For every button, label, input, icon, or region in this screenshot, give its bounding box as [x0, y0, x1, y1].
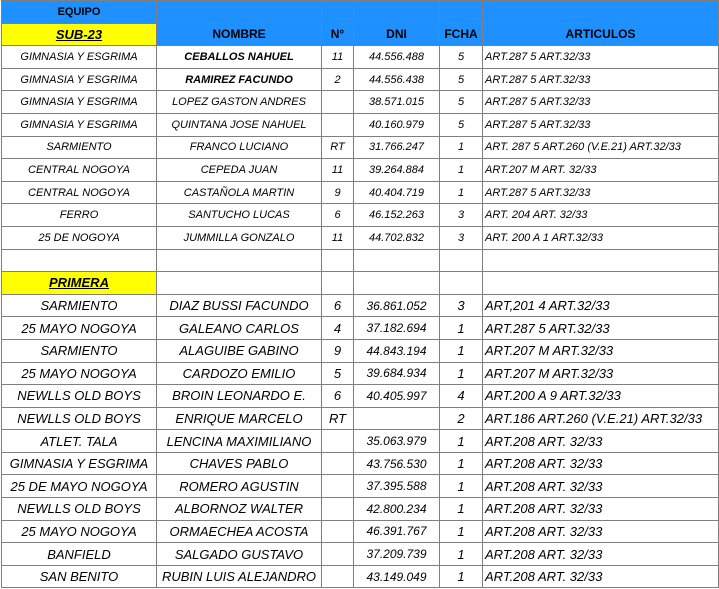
cell-fecha: 1 [440, 543, 483, 566]
cell-numero: 9 [322, 181, 354, 204]
cell-dni: 39.264.884 [354, 159, 440, 182]
cell-fecha: 1 [440, 159, 483, 182]
table-row [2, 520, 719, 543]
cell-nombre: RUBIN LUIS ALEJANDRO [157, 565, 322, 588]
cell-equipo: 25 DE NOGOYA [2, 226, 157, 249]
cell-fecha: 1 [440, 136, 483, 159]
cell-numero: RT [322, 407, 354, 430]
cell-dni: 43.756.530 [354, 452, 440, 475]
cell-dni: 44.556.488 [354, 46, 440, 69]
table-row [2, 113, 719, 136]
cell-equipo: GIMNASIA Y ESGRIMA [2, 452, 157, 475]
cell-numero: 6 [322, 204, 354, 227]
cell-nombre: GALEANO CARLOS [157, 317, 322, 340]
cell-equipo: NEWLLS OLD BOYS [2, 385, 157, 408]
cell-fecha: 1 [440, 498, 483, 521]
col-header-nombre: NOMBRE [157, 23, 322, 46]
cell-nombre: QUINTANA JOSE NAHUEL [157, 113, 322, 136]
cell-numero [322, 498, 354, 521]
table-row [2, 181, 719, 204]
cell-fecha: 1 [440, 565, 483, 588]
table-row [2, 46, 719, 69]
table-row [2, 543, 719, 566]
cell-fecha: 2 [440, 407, 483, 430]
cell-articulos: ART. 204 ART. 32/33 [483, 204, 719, 227]
cell-equipo: CENTRAL NOGOYA [2, 159, 157, 182]
cell-nombre: CARDOZO EMILIO [157, 362, 322, 385]
cell-equipo: SARMIENTO [2, 136, 157, 159]
cell-nombre: JUMMILLA GONZALO [157, 226, 322, 249]
cell-dni: 44.556.438 [354, 68, 440, 91]
cell-nombre: ENRIQUE MARCELO [157, 407, 322, 430]
table-row [2, 317, 719, 340]
cell-articulos: ART.287 5 ART.32/33 [483, 68, 719, 91]
cell-numero: 6 [322, 385, 354, 408]
cell-dni: 40.405.997 [354, 385, 440, 408]
section-primera-label: PRIMERA [2, 272, 157, 295]
cell-numero [322, 565, 354, 588]
cell-fecha: 3 [440, 204, 483, 227]
cell-numero: 11 [322, 159, 354, 182]
cell-articulos: ART.186 ART.260 (V.E.21) ART.32/33 [483, 407, 719, 430]
cell-articulos: ART.287 5 ART.32/33 [483, 181, 719, 204]
cell-dni: 31.766.247 [354, 136, 440, 159]
table-row [2, 385, 719, 408]
cell-articulos: ART. 200 A 1 ART.32/33 [483, 226, 719, 249]
cell-nombre: ALBORNOZ WALTER [157, 498, 322, 521]
col-header-numero: N° [322, 23, 354, 46]
cell-articulos: ART.287 5 ART.32/33 [483, 317, 719, 340]
col-header-fecha: FCHA [440, 23, 483, 46]
table-row [2, 430, 719, 453]
cell-dni: 39.684.934 [354, 362, 440, 385]
cell-nombre: CEBALLOS NAHUEL [157, 46, 322, 69]
table-row [2, 565, 719, 588]
cell-articulos: ART.200 A 9 ART.32/33 [483, 385, 719, 408]
cell-fecha: 1 [440, 339, 483, 362]
cell-equipo: SARMIENTO [2, 339, 157, 362]
cell-numero [322, 520, 354, 543]
cell-nombre: RAMIREZ FACUNDO [157, 68, 322, 91]
equipo-header-row [2, 1, 719, 24]
cell-fecha: 1 [440, 181, 483, 204]
cell-nombre: ALAGUIBE GABINO [157, 339, 322, 362]
cell-equipo: 25 MAYO NOGOYA [2, 317, 157, 340]
blank-row [2, 249, 719, 272]
cell-numero: 4 [322, 317, 354, 340]
cell-fecha: 4 [440, 385, 483, 408]
cell-nombre: CEPEDA JUAN [157, 159, 322, 182]
cell-nombre: BROIN LEONARDO E. [157, 385, 322, 408]
cell-equipo: CENTRAL NOGOYA [2, 181, 157, 204]
cell-equipo: GIMNASIA Y ESGRIMA [2, 91, 157, 114]
cell-numero: 2 [322, 68, 354, 91]
cell-nombre: CASTAÑOLA MARTIN [157, 181, 322, 204]
cell-nombre: FRANCO LUCIANO [157, 136, 322, 159]
cell-articulos: ART.287 5 ART.32/33 [483, 46, 719, 69]
table-row [2, 68, 719, 91]
cell-nombre: SANTUCHO LUCAS [157, 204, 322, 227]
cell-nombre: LENCINA MAXIMILIANO [157, 430, 322, 453]
cell-numero [322, 452, 354, 475]
sanctions-table [1, 0, 719, 588]
cell-fecha: 1 [440, 475, 483, 498]
cell-equipo: GIMNASIA Y ESGRIMA [2, 46, 157, 69]
cell-dni: 37.209.739 [354, 543, 440, 566]
cell-articulos: ART.208 ART. 32/33 [483, 520, 719, 543]
cell-dni: 42.800.234 [354, 498, 440, 521]
cell-dni: 37.395.588 [354, 475, 440, 498]
cell-fecha: 5 [440, 68, 483, 91]
cell-numero: 11 [322, 46, 354, 69]
cell-fecha: 1 [440, 317, 483, 340]
cell-articulos: ART.208 ART. 32/33 [483, 565, 719, 588]
cell-equipo: ATLET. TALA [2, 430, 157, 453]
cell-dni: 37.182.694 [354, 317, 440, 340]
cell-articulos: ART.207 M ART.32/33 [483, 339, 719, 362]
cell-numero: 5 [322, 362, 354, 385]
cell-dni: 38.571.015 [354, 91, 440, 114]
cell-fecha: 1 [440, 430, 483, 453]
cell-articulos: ART.208 ART. 32/33 [483, 498, 719, 521]
cell-dni: 40.160.979 [354, 113, 440, 136]
table-row [2, 339, 719, 362]
cell-numero [322, 91, 354, 114]
cell-articulos: ART.208 ART. 32/33 [483, 543, 719, 566]
cell-nombre: LOPEZ GASTON ANDRES [157, 91, 322, 114]
table-row [2, 204, 719, 227]
cell-equipo: GIMNASIA Y ESGRIMA [2, 113, 157, 136]
cell-nombre: SALGADO GUSTAVO [157, 543, 322, 566]
cell-articulos: ART. 287 5 ART.260 (V.E.21) ART.32/33 [483, 136, 719, 159]
cell-equipo: GIMNASIA Y ESGRIMA [2, 68, 157, 91]
table-row [2, 91, 719, 114]
cell-nombre: ORMAECHEA ACOSTA [157, 520, 322, 543]
cell-fecha: 1 [440, 452, 483, 475]
cell-numero [322, 475, 354, 498]
cell-equipo: SAN BENITO [2, 565, 157, 588]
cell-dni: 46.152.263 [354, 204, 440, 227]
cell-dni: 36.861.052 [354, 294, 440, 317]
cell-nombre: CHAVES PABLO [157, 452, 322, 475]
cell-equipo: NEWLLS OLD BOYS [2, 407, 157, 430]
cell-fecha: 3 [440, 226, 483, 249]
cell-fecha: 3 [440, 294, 483, 317]
cell-dni: 35.063.979 [354, 430, 440, 453]
cell-equipo: BANFIELD [2, 543, 157, 566]
cell-dni: 43.149.049 [354, 565, 440, 588]
cell-articulos: ART.287 5 ART.32/33 [483, 91, 719, 114]
cell-dni: 44.843.194 [354, 339, 440, 362]
cell-numero: 11 [322, 226, 354, 249]
table-row [2, 159, 719, 182]
table-row [2, 452, 719, 475]
cell-numero [322, 430, 354, 453]
cell-equipo: SARMIENTO [2, 294, 157, 317]
cell-fecha: 5 [440, 113, 483, 136]
cell-articulos: ART.208 ART. 32/33 [483, 430, 719, 453]
table-row [2, 226, 719, 249]
col-header-articulos: ARTICULOS [483, 23, 719, 46]
cell-articulos: ART.287 5 ART.32/33 [483, 113, 719, 136]
cell-dni: 44.702.832 [354, 226, 440, 249]
cell-equipo: 25 DE MAYO NOGOYA [2, 475, 157, 498]
cell-articulos: ART.208 ART. 32/33 [483, 452, 719, 475]
cell-numero: 6 [322, 294, 354, 317]
cell-nombre: DIAZ BUSSI FACUNDO [157, 294, 322, 317]
cell-dni: 46.391.767 [354, 520, 440, 543]
table-row [2, 407, 719, 430]
cell-equipo: 25 MAYO NOGOYA [2, 520, 157, 543]
cell-numero [322, 543, 354, 566]
table-row [2, 294, 719, 317]
cell-fecha: 1 [440, 520, 483, 543]
table-row [2, 362, 719, 385]
cell-numero: 9 [322, 339, 354, 362]
cell-equipo: 25 MAYO NOGOYA [2, 362, 157, 385]
cell-nombre: ROMERO AGUSTIN [157, 475, 322, 498]
cell-fecha: 1 [440, 362, 483, 385]
cell-articulos: ART.207 M ART. 32/33 [483, 159, 719, 182]
table-row [2, 475, 719, 498]
cell-equipo: NEWLLS OLD BOYS [2, 498, 157, 521]
equipo-header: EQUIPO [2, 1, 157, 24]
cell-articulos: ART.207 M ART.32/33 [483, 362, 719, 385]
cell-dni [354, 407, 440, 430]
section-sub23-label: SUB-23 [2, 23, 157, 46]
column-header-row [2, 23, 719, 46]
table-row [2, 498, 719, 521]
cell-dni: 40.404.719 [354, 181, 440, 204]
cell-articulos: ART.208 ART. 32/33 [483, 475, 719, 498]
cell-articulos: ART,201 4 ART.32/33 [483, 294, 719, 317]
cell-numero: RT [322, 136, 354, 159]
section-primera-row [2, 272, 719, 295]
cell-fecha: 5 [440, 91, 483, 114]
cell-equipo: FERRO [2, 204, 157, 227]
cell-fecha: 5 [440, 46, 483, 69]
cell-numero [322, 113, 354, 136]
col-header-dni: DNI [354, 23, 440, 46]
table-row [2, 136, 719, 159]
